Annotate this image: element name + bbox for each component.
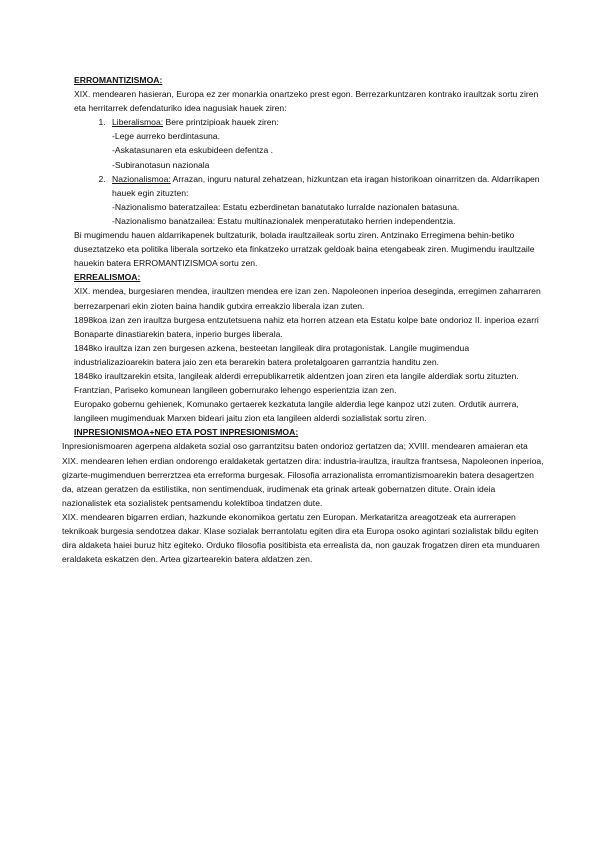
list-text: Bere printzipioak hauek ziren: [163,117,279,128]
document-body [62,73,544,566]
sub-item: -Askatasunaren eta eskubideen defentza . [112,145,274,156]
paragraph: XIX. mendearen hasieran, Europa ez zer monarkia onartzeko prest egon. Berrezarkuntzaren kontrako iraultzak sortu ziren eta herritarrek defendaturiko idea nagusiak hauek ziren: [74,89,539,114]
paragraph: 1848ko iraultzarekin etsita, langileak alderdi errepublikarretik aldentzen joan ziren eta langile alderdiak sortu zituzten. Frantzian, Pariseko komunean langileen gobernurako lehengo esperientzia izan zen. [74,370,519,396]
numbered-list [74,115,544,228]
paragraph: Inpresionismoaren agerpena aldaketa sozial oso garrantzitsu baten ondorioz gertatzen da; XVIII. mendearen amaieran eta XIX. mendearen lehen erdian ondorengo eraldaketak gertatzen dira: industria-iraultza, iraultza frantsesa, Napoleonen inperioa, gizarte-mugimenduen berrerztzea eta erreforma burgesak. Filosofia arrazionalista erromantizismoarekin batera desagertzen da, atzean geratzen da estilistika, non sentimenduak, irudimenak eta grinak arteak gobernatzen ditute. Orain ideia nazionalistek eta sozialistek pentsamendu kolektiboa tindatzen dute. [62,441,544,508]
list-term: Nazionalismoa: [112,173,171,184]
list-item [108,115,544,171]
paragraph: XIX. mendea, burgesiaren mendea, iraultzen mendea ere izan zen. Napoleonen inperioa deseginda, erregimen zaharraren berrezarpenari ekin zioten baina handik gutxira erreakzio liberala izan zuten. [74,286,541,311]
sub-item: -Nazionalismo bateratzailea: Estatu ezberdinetan banatutako lurralde nazionalen batasuna. [112,201,460,212]
paragraph: 1848ko iraultza izan zen burgesen azkena, besteetan langileak dira protagonistak. Langile mugimendua industrializazioarekin batera jaio zen eta berarekin batera proletalgoaren garrantzia handitu zen. [74,342,470,367]
section-body [62,439,544,566]
section-heading-realism: ERREALISMOA: [74,272,141,283]
section-heading-impressionism: INPRESIONISMOA+NEO ETA POST INPRESIONISMOA: [74,427,299,438]
list-text: Arrazan, inguru natural zehatzean, hizkuntzan eta iragan historikoan oinarritzen da. Aldarrikapen hauek egin zituzten: [112,173,540,198]
paragraph: 1898koa izan zen iraultza burgesa entzutetsuena nahiz eta horren atzean eta Estatu kolpe bate ondorioz II. inperioa ezarri Bonaparte dinastiarekin batera, inperio burges liberala. [74,314,539,339]
paragraph: Bi mugimendu hauen aldarrikapenek bultzaturik, bolada iraultzaileak sortu ziren. Antzinako Erregimena behin-betiko duseztatzeko eta politika liberala sortzeko eta finkatzeko urratzak geldoak baina etengabeak ziren. Mugimendu iraultzaile hauekin batera ERROMANTIZISMOA sortu zen. [74,230,535,269]
sub-item: -Subiranotasun nazionala [112,159,210,170]
sub-item: -Nazionalismo banatzailea: Estatu multinazionalek menperatutako herrien independentzia. [112,215,456,226]
paragraph: XIX. mendearen bigarren erdian, hazkunde ekonomikoa gertatu zen Europan. Merkataritza areagotzeak eta aurrerapen teknikoak burgesia sendotzea dakar. Klase sozialak berrantolatu egiten dira eta Europa osoko agintari sozialistak bildu egiten dira aldaketa haiei buruz hitz egiteko. Orduko filosofia positibista eta errealista da, non gauzak frogatzen diren eta munduaren eraldaketa eskatzen den. Artea gizartearekin batera aldatzen zen. [62,511,540,565]
sub-item: -Lege aurreko berdintasuna. [112,131,220,142]
section-heading-romanticism: ERROMANTIZISMOA: [74,75,163,85]
paragraph: Europako gobernu gehienek, Komunako gertaerek kezkatuta langile alderdia lege kanpoz utzi zuten. Ordutik aurrera, langileen mugimenduak Marxen bideari jaitu zion eta langileen alderdi sozialistak sortu ziren. [74,399,519,424]
list-term: Liberalismoa: [112,117,164,128]
list-item [108,172,544,228]
